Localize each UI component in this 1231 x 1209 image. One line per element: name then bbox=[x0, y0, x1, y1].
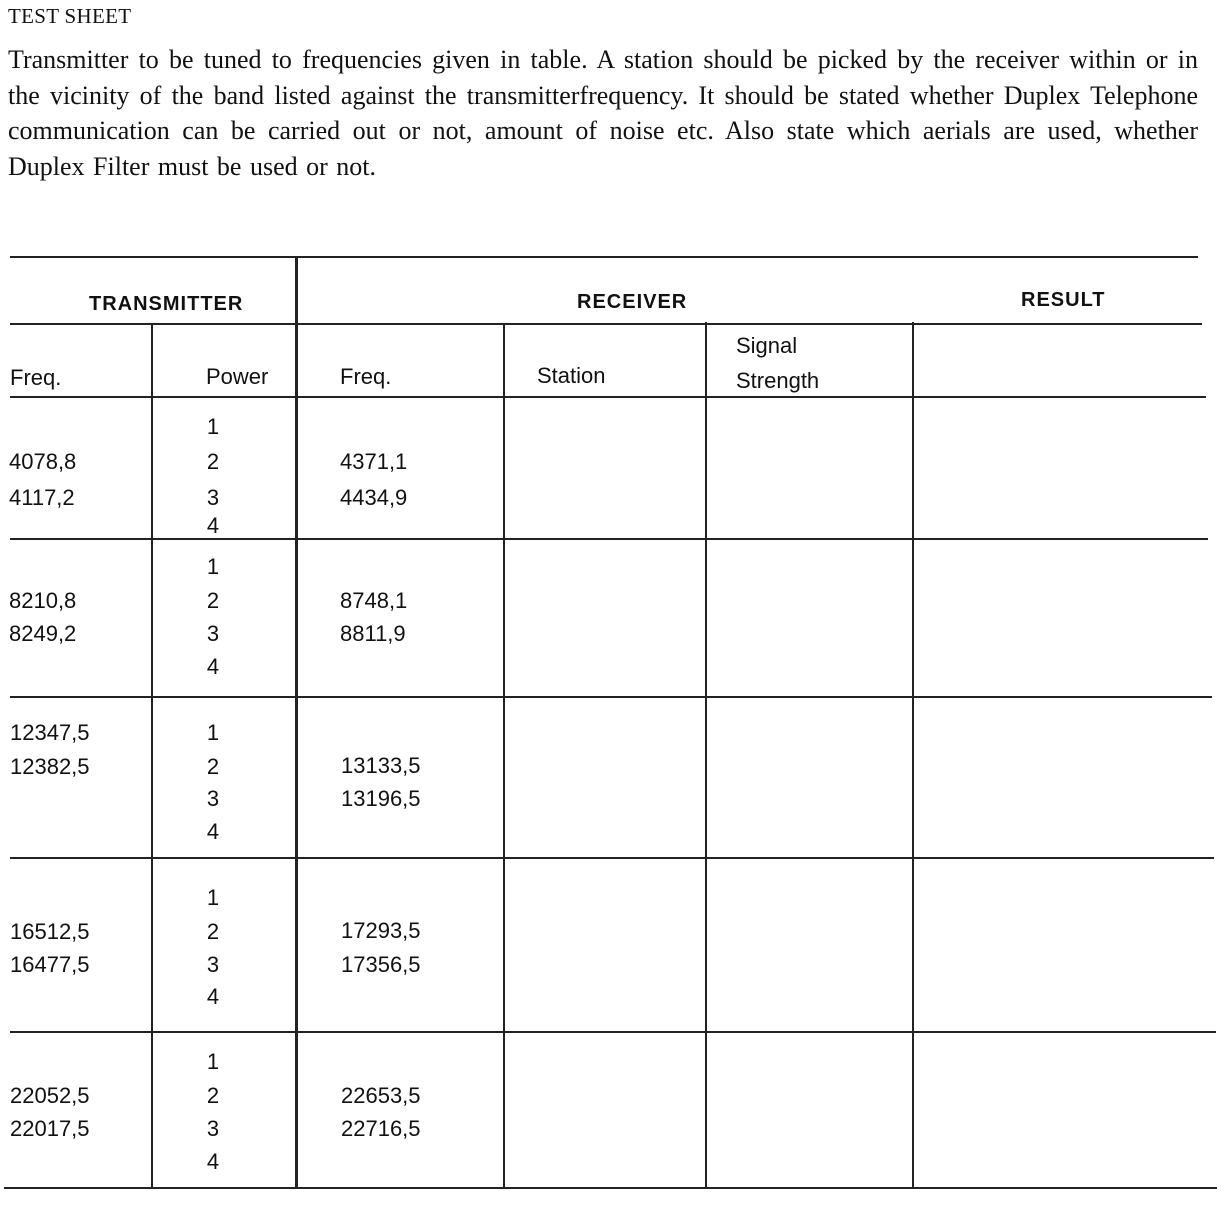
power-level: 1 bbox=[206, 554, 220, 579]
row-divider bbox=[10, 1031, 1216, 1033]
table-bottom-rule bbox=[4, 1187, 1217, 1189]
col-divider-signal bbox=[705, 322, 707, 1188]
subheader-rx-freq: Freq. bbox=[340, 364, 392, 389]
subheader-tx-freq: Freq. bbox=[10, 365, 62, 390]
header-result: RESULT bbox=[1021, 289, 1106, 311]
subheader-signal-line1: Signal bbox=[736, 333, 798, 358]
header-divider bbox=[10, 323, 1202, 325]
power-level: 2 bbox=[206, 588, 220, 613]
table-top-rule bbox=[10, 256, 1198, 258]
tx-freq-cell: 8249,2 bbox=[9, 621, 77, 646]
power-level: 3 bbox=[206, 952, 220, 977]
row-divider bbox=[10, 538, 1208, 540]
power-level: 3 bbox=[206, 485, 220, 510]
power-level: 4 bbox=[206, 654, 220, 679]
subheader-rx-station: Station bbox=[537, 363, 606, 388]
subheader-signal-line2: Strength bbox=[736, 368, 820, 393]
col-divider-transmitter-receiver bbox=[295, 258, 298, 1188]
tx-freq-cell: 4078,8 bbox=[9, 449, 77, 474]
tx-freq-cell: 16512,5 bbox=[10, 919, 90, 944]
power-level: 4 bbox=[206, 513, 220, 538]
tx-freq-cell: 16477,5 bbox=[10, 952, 90, 977]
instructions-paragraph: Transmitter to be tuned to frequencies given in table. A station should be picked by the receiver within or in the vicinity of the band listed against the transmitterfrequency. It should be stated whether Duplex Telephone communication can be carried out or not, amount of noise etc. Also state which aerials are used, whether Duplex Filter must be used or not. bbox=[8, 45, 1198, 181]
rx-freq-cell: 4434,9 bbox=[340, 485, 408, 510]
row-divider bbox=[10, 857, 1214, 859]
power-level: 2 bbox=[206, 1083, 220, 1108]
rx-freq-cell: 17293,5 bbox=[341, 918, 421, 943]
col-divider-power bbox=[151, 325, 153, 1188]
tx-freq-cell: 4117,2 bbox=[9, 485, 75, 510]
tx-freq-cell: 8210,8 bbox=[9, 588, 77, 613]
tx-freq-cell: 22017,5 bbox=[10, 1116, 90, 1141]
rx-freq-cell: 17356,5 bbox=[341, 952, 421, 977]
rx-freq-cell: 22716,5 bbox=[341, 1116, 421, 1141]
page-heading: TEST SHEET bbox=[8, 4, 132, 28]
subheader-signal-strength bbox=[736, 328, 819, 398]
power-level: 1 bbox=[206, 885, 220, 910]
tx-freq-cell: 22052,5 bbox=[10, 1083, 90, 1108]
rx-freq-cell: 8748,1 bbox=[340, 588, 408, 613]
rx-freq-cell: 13196,5 bbox=[341, 786, 421, 811]
rx-freq-cell: 4371,1 bbox=[340, 449, 408, 474]
row-divider bbox=[10, 696, 1212, 698]
power-level: 4 bbox=[206, 819, 220, 844]
power-level: 3 bbox=[206, 1116, 220, 1141]
power-level: 4 bbox=[206, 1149, 220, 1174]
power-level: 3 bbox=[206, 621, 220, 646]
power-level: 1 bbox=[206, 414, 220, 439]
col-divider-station bbox=[503, 325, 505, 1188]
subheader-tx-power: Power bbox=[206, 364, 269, 389]
power-level: 4 bbox=[206, 984, 220, 1009]
header-receiver: RECEIVER bbox=[577, 291, 688, 313]
col-divider-result bbox=[912, 322, 914, 1188]
power-level: 1 bbox=[206, 720, 220, 745]
header-transmitter: TRANSMITTER bbox=[89, 293, 244, 315]
power-level: 3 bbox=[206, 786, 220, 811]
subheader-divider bbox=[10, 396, 1206, 398]
power-level: 1 bbox=[206, 1049, 220, 1074]
power-level: 2 bbox=[206, 449, 220, 474]
tx-freq-cell: 12347,5 bbox=[10, 720, 90, 745]
power-level: 2 bbox=[206, 754, 220, 779]
tx-freq-cell: 12382,5 bbox=[10, 754, 90, 779]
power-level: 2 bbox=[206, 919, 220, 944]
rx-freq-cell: 13133,5 bbox=[341, 753, 421, 778]
rx-freq-cell: 8811,9 bbox=[340, 621, 406, 646]
rx-freq-cell: 22653,5 bbox=[341, 1083, 421, 1108]
